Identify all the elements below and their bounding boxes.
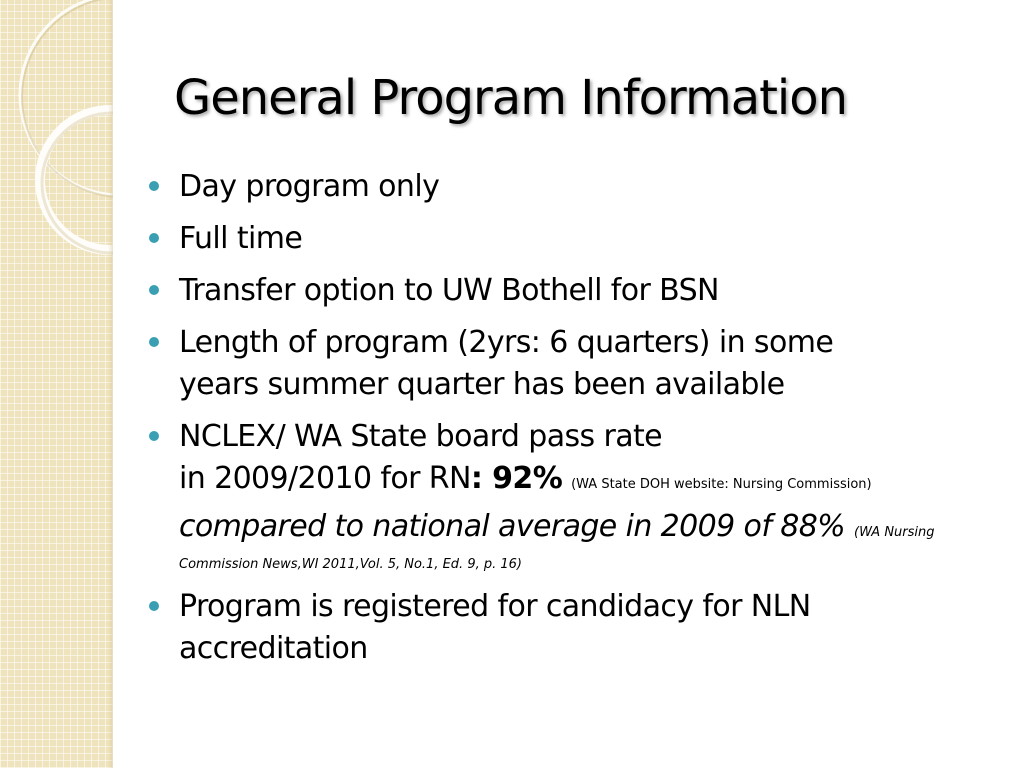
bullet-text-line: NCLEX/ WA State board pass rate (179, 419, 663, 454)
bullet-dot-icon (149, 285, 159, 295)
panel-edge-shadow (108, 0, 113, 768)
bullet-text: Day program only (179, 169, 440, 204)
national-average-text: compared to national average in 2009 of 88% (179, 509, 846, 544)
bullet-text-line (179, 506, 988, 554)
bullet-text: Transfer option to UW Bothell for BSN (179, 273, 719, 308)
bullet-item (148, 218, 988, 260)
bullet-item (148, 586, 988, 670)
slide-title: General Program Information (174, 70, 848, 126)
decorative-ring-large-shadow (22, 0, 113, 197)
bullet-list (148, 166, 988, 680)
bullet-dot-icon (149, 431, 159, 441)
decorative-side-panel (0, 0, 113, 768)
bullet-text-line (179, 458, 988, 506)
bullet-text: Full time (179, 221, 303, 256)
decorative-ring-small (40, 110, 113, 250)
bullet-text-line: Length of program (2yrs: 6 quarters) in some (179, 325, 834, 360)
pass-rate-label: in 2009/2010 for RN (179, 461, 471, 496)
bullet-dot-icon (149, 181, 159, 191)
bullet-item (148, 166, 988, 208)
citation-doh: (WA State DOH website: Nursing Commission) (571, 477, 872, 492)
bullet-item (148, 416, 988, 576)
bullet-text-line: accreditation (179, 631, 368, 666)
bullet-dot-icon (149, 337, 159, 347)
bullet-text-line: years summer quarter has been available (179, 367, 785, 402)
bullet-text-line: Program is registered for candidacy for NLN (179, 589, 811, 624)
bullet-dot-icon (149, 233, 159, 243)
bullet-item (148, 270, 988, 312)
pass-rate-value: : 92% (470, 461, 563, 496)
decorative-rings-graphic (0, 0, 113, 768)
bullet-item (148, 322, 988, 406)
citation-nursing-news-continued: Commission News,WI 2011,Vol. 5, No.1, Ed. 9, p. 16) (179, 557, 522, 572)
decorative-ring-large (20, 0, 113, 195)
citation-nursing-news: (WA Nursing (854, 525, 935, 540)
bullet-dot-icon (149, 601, 159, 611)
